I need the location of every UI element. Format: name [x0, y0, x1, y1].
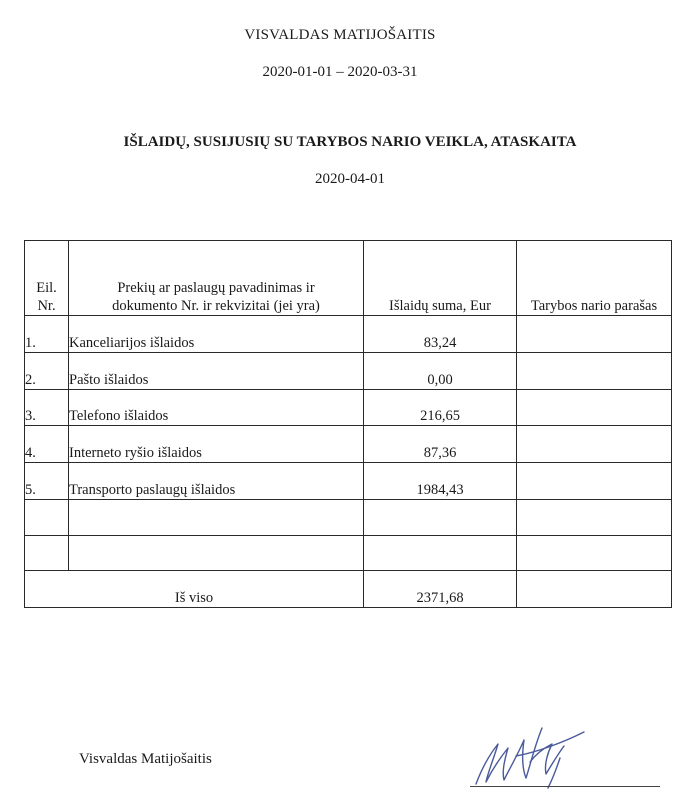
row-amount: 87,36	[364, 426, 517, 463]
column-header-item: Prekių ar paslaugų pavadinimas ir dokumento Nr. ir rekvizitai (jei yra)	[69, 241, 364, 316]
total-row	[25, 571, 672, 608]
row-amount: 83,24	[364, 316, 517, 353]
report-period: 2020-01-01 – 2020-03-31	[262, 64, 418, 80]
column-header-no: Eil. Nr.	[25, 241, 69, 316]
total-signature-cell	[517, 571, 672, 608]
total-amount: 2371,68	[364, 571, 517, 608]
row-amount	[364, 536, 517, 571]
row-signature	[517, 316, 672, 353]
row-item-name: Telefono išlaidos	[69, 390, 364, 426]
row-number: 4.	[25, 426, 69, 463]
table-row	[25, 426, 672, 463]
table-row	[25, 536, 672, 571]
row-number: 1.	[25, 316, 69, 353]
row-item-name: Pašto išlaidos	[69, 353, 364, 390]
expense-table	[24, 240, 672, 608]
row-signature	[517, 500, 672, 536]
row-number	[25, 500, 69, 536]
row-item-name	[69, 536, 364, 571]
table-row	[25, 463, 672, 500]
document-title: IŠLAIDŲ, SUSIJUSIŲ SU TARYBOS NARIO VEIKLA, ATASKAITA	[123, 134, 577, 150]
row-amount	[364, 500, 517, 536]
row-amount: 0,00	[364, 353, 517, 390]
row-item-name	[69, 500, 364, 536]
row-signature	[517, 390, 672, 426]
signature-line	[470, 786, 660, 787]
column-header-signature: Tarybos nario parašas	[517, 241, 672, 316]
row-item-name: Interneto ryšio išlaidos	[69, 426, 364, 463]
row-item-name: Transporto paslaugų išlaidos	[69, 463, 364, 500]
row-amount: 216,65	[364, 390, 517, 426]
signer-name: Visvaldas Matijošaitis	[79, 751, 212, 767]
column-header-amount: Išlaidų suma, Eur	[364, 241, 517, 316]
row-number: 3.	[25, 390, 69, 426]
table-row	[25, 390, 672, 426]
row-amount: 1984,43	[364, 463, 517, 500]
row-signature	[517, 353, 672, 390]
row-number: 2.	[25, 353, 69, 390]
row-signature	[517, 463, 672, 500]
row-signature	[517, 536, 672, 571]
document-date: 2020-04-01	[315, 171, 385, 187]
table-header-row	[25, 241, 672, 316]
total-label: Iš viso	[25, 571, 364, 608]
header-name: VISVALDAS MATIJOŠAITIS	[244, 27, 436, 43]
table-row	[25, 500, 672, 536]
handwritten-signature-icon	[468, 718, 588, 792]
table-row	[25, 353, 672, 390]
row-number	[25, 536, 69, 571]
row-item-name: Kanceliarijos išlaidos	[69, 316, 364, 353]
row-number: 5.	[25, 463, 69, 500]
table-row	[25, 316, 672, 353]
row-signature	[517, 426, 672, 463]
